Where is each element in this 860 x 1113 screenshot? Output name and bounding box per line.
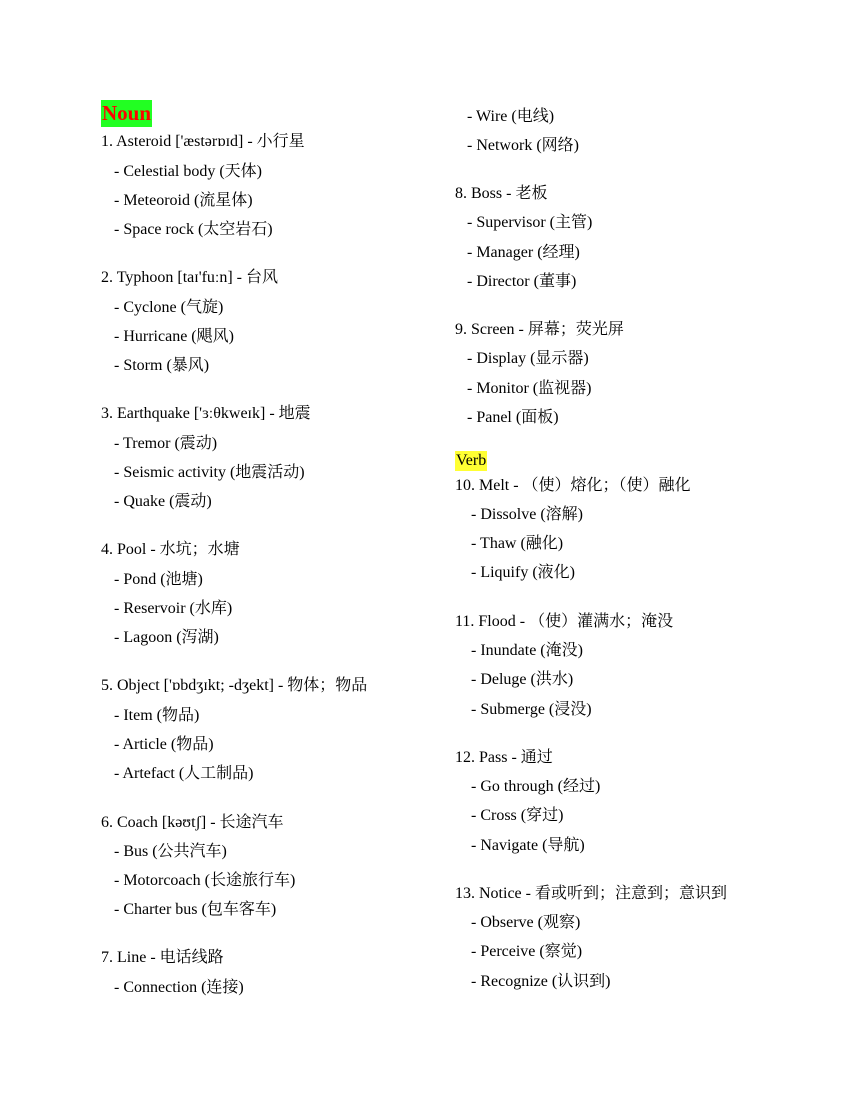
- synonym-item: - Liquify (液化): [471, 564, 575, 581]
- synonym-item: - Hurricane (飓风): [114, 328, 234, 345]
- synonym-item: - Navigate (导航): [471, 837, 585, 854]
- entry-title: 2. Typhoon [taɪ'fuːn] - 台风: [101, 269, 279, 286]
- entry-title: 10. Melt - （使）熔化；（使）融化: [455, 477, 691, 494]
- entry-title: 11. Flood - （使）灌满水；淹没: [455, 613, 674, 630]
- synonym-item: - Observe (观察): [471, 914, 581, 931]
- entry-title: 6. Coach [kəʊtʃ] - 长途汽车: [101, 814, 284, 831]
- synonym-item: - Monitor (监视器): [467, 380, 592, 397]
- entry-title: 12. Pass - 通过: [455, 749, 553, 766]
- synonym-item: - Cyclone (气旋): [114, 299, 224, 316]
- synonym-item: - Charter bus (包车客车): [114, 901, 277, 918]
- synonym-item: - Reservoir (水库): [114, 600, 233, 617]
- synonym-item: - Item (物品): [114, 707, 200, 724]
- synonym-item: - Cross (穿过): [471, 807, 564, 824]
- entry-title: 8. Boss - 老板: [455, 185, 548, 202]
- synonym-item: - Supervisor (主管): [467, 214, 593, 231]
- synonym-item: - Article (物品): [114, 736, 214, 753]
- synonym-item: - Tremor (震动): [114, 435, 218, 452]
- synonym-item: - Display (显示器): [467, 350, 589, 367]
- synonym-item: - Network (网络): [467, 137, 579, 154]
- verb-heading: Verb: [456, 452, 487, 469]
- synonym-item: - Artefact (人工制品): [114, 765, 254, 782]
- synonym-item: - Go through (经过): [471, 778, 601, 795]
- synonym-item: - Meteoroid (流星体): [114, 192, 253, 209]
- synonym-item: - Space rock (太空岩石): [114, 221, 273, 238]
- entry-title: 13. Notice - 看或听到；注意到；意识到: [455, 885, 727, 902]
- entry-title: 3. Earthquake ['ɜːθkweɪk] - 地震: [101, 405, 311, 422]
- synonym-item: - Connection (连接): [114, 979, 244, 996]
- synonym-item: - Panel (面板): [467, 409, 559, 426]
- synonym-item: - Bus (公共汽车): [114, 843, 227, 860]
- synonym-item: - Storm (暴风): [114, 357, 210, 374]
- synonym-item: - Inundate (淹没): [471, 642, 583, 659]
- noun-heading: Noun: [102, 101, 152, 125]
- synonym-item: - Recognize (认识到): [471, 973, 611, 990]
- synonym-item: - Celestial body (天体): [114, 163, 262, 180]
- synonym-item: - Quake (震动): [114, 493, 212, 510]
- synonym-item: - Manager (经理): [467, 244, 580, 261]
- synonym-item: - Pond (池塘): [114, 571, 203, 588]
- entry-title: 1. Asteroid ['æstərɒɪd] - 小行星: [101, 133, 305, 150]
- synonym-item: - Wire (电线): [467, 108, 555, 125]
- entry-title: 5. Object ['ɒbdʒɪkt; -dʒekt] - 物体；物品: [101, 677, 368, 694]
- entry-title: 9. Screen - 屏幕；荧光屏: [455, 321, 624, 338]
- synonym-item: - Deluge (洪水): [471, 671, 574, 688]
- synonym-item: - Lagoon (泻湖): [114, 629, 219, 646]
- synonym-item: - Thaw (融化): [471, 535, 564, 552]
- synonym-item: - Seismic activity (地震活动): [114, 464, 305, 481]
- synonym-item: - Dissolve (溶解): [471, 506, 583, 523]
- entry-title: 4. Pool - 水坑；水塘: [101, 541, 240, 558]
- synonym-item: - Director (董事): [467, 273, 577, 290]
- entry-title: 7. Line - 电话线路: [101, 949, 224, 966]
- synonym-item: - Perceive (察觉): [471, 943, 583, 960]
- synonym-item: - Motorcoach (长途旅行车): [114, 872, 296, 889]
- synonym-item: - Submerge (浸没): [471, 701, 592, 718]
